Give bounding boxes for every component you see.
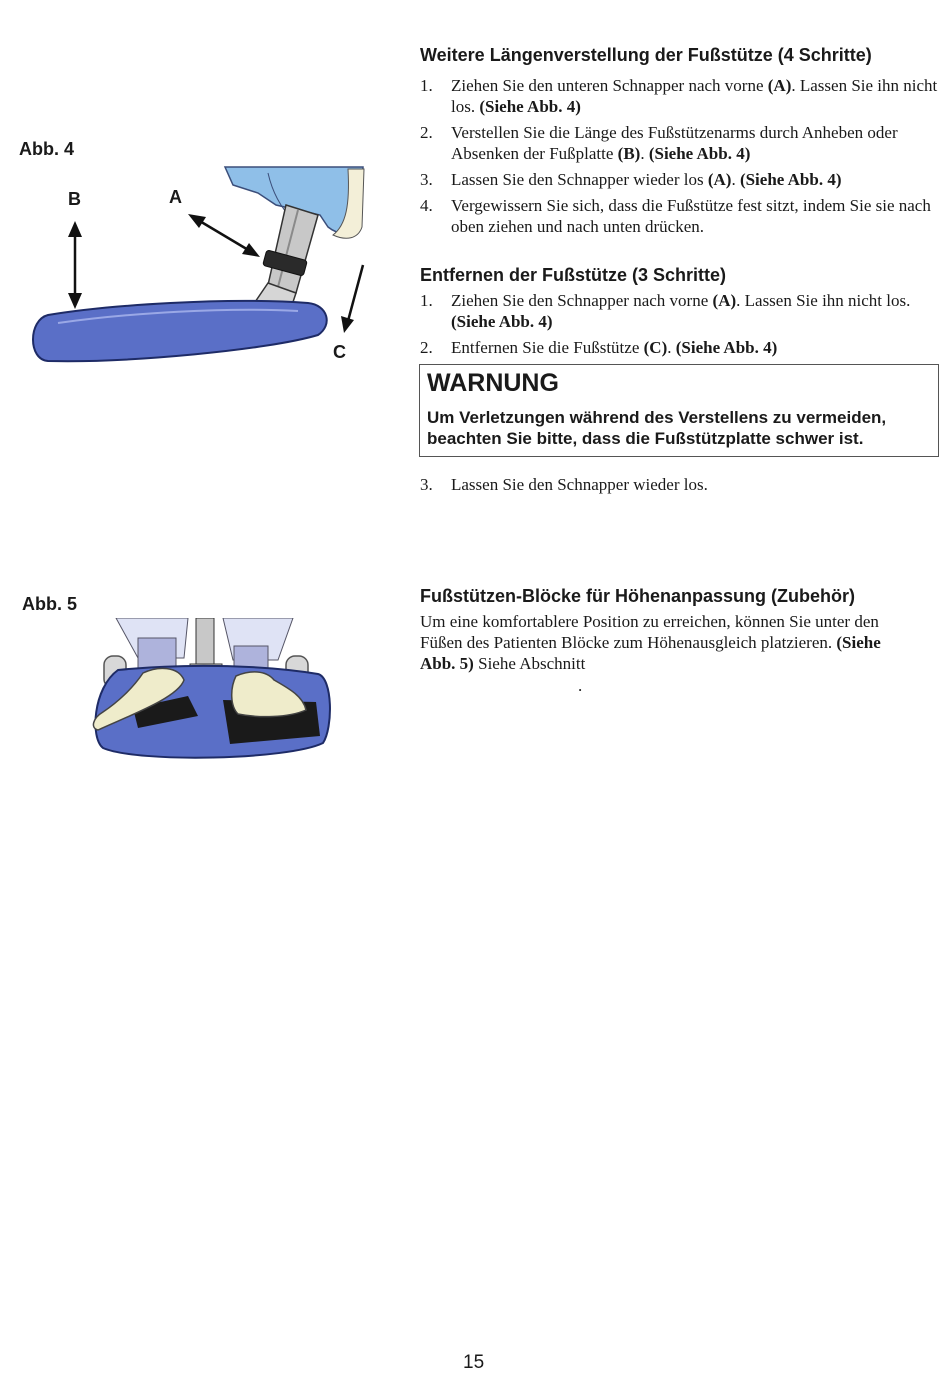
list-item: 3. Lassen Sie den Schnapper wieder los. bbox=[420, 475, 708, 494]
list-item: 2. Entfernen Sie die Fußstütze (C). (Siehe Abb. 4) bbox=[420, 338, 778, 357]
figure-4-letter-c: C bbox=[333, 342, 346, 362]
section2-heading: Entfernen der Fußstütze (3 Schritte) bbox=[420, 265, 727, 285]
figure-4-label: Abb. 4 bbox=[19, 139, 75, 159]
warning-text: Um Verletzungen während des Verstellens zu vermeiden, beachten Sie bitte, dass die Fußstützplatte schwer ist. bbox=[427, 408, 887, 448]
section3-trailing-dot: . bbox=[578, 676, 583, 695]
list-item: 1. Ziehen Sie den unteren Schnapper nach vorne (A). Lassen Sie ihn nicht los. (Siehe Abb. 4) bbox=[420, 76, 938, 116]
section2-step3 bbox=[420, 474, 942, 500]
section3-heading: Fußstützen-Blöcke für Höhenanpassung (Zubehör) bbox=[420, 586, 855, 606]
section1-steps bbox=[420, 75, 942, 242]
warning-box bbox=[419, 364, 939, 457]
section1-heading: Weitere Längenverstellung der Fußstütze (4 Schritte) bbox=[420, 45, 872, 65]
page-number: 15 bbox=[463, 1352, 485, 1373]
figure-4-letter-b: B bbox=[68, 189, 81, 209]
list-item: 4. Vergewissern Sie sich, dass die Fußstütze fest sitzt, indem Sie sie nach oben ziehen und nach unten drücken. bbox=[420, 196, 931, 236]
list-item: 3. Lassen Sie den Schnapper wieder los (A). (Siehe Abb. 4) bbox=[420, 170, 842, 189]
figure-5-illustration bbox=[88, 618, 333, 763]
warning-title: WARNUNG bbox=[427, 369, 559, 397]
section3-paragraph: Um eine komfortablere Position zu erreichen, können Sie unter den Füßen des Patienten Blöcke zum Höhenausgleich platzieren. (Siehe Abb. 5) Siehe Abschnitt bbox=[420, 612, 881, 673]
figure-4-letter-a: A bbox=[169, 187, 182, 207]
list-item: 1. Ziehen Sie den Schnapper nach vorne (A). Lassen Sie ihn nicht los. (Siehe Abb. 4) bbox=[420, 291, 911, 331]
figure-5-label: Abb. 5 bbox=[22, 594, 78, 614]
section2-steps bbox=[420, 290, 942, 363]
list-item: 2. Verstellen Sie die Länge des Fußstützenarms durch Anheben oder Absenken der Fußplatte (B). (Siehe Abb. 4) bbox=[420, 123, 898, 163]
